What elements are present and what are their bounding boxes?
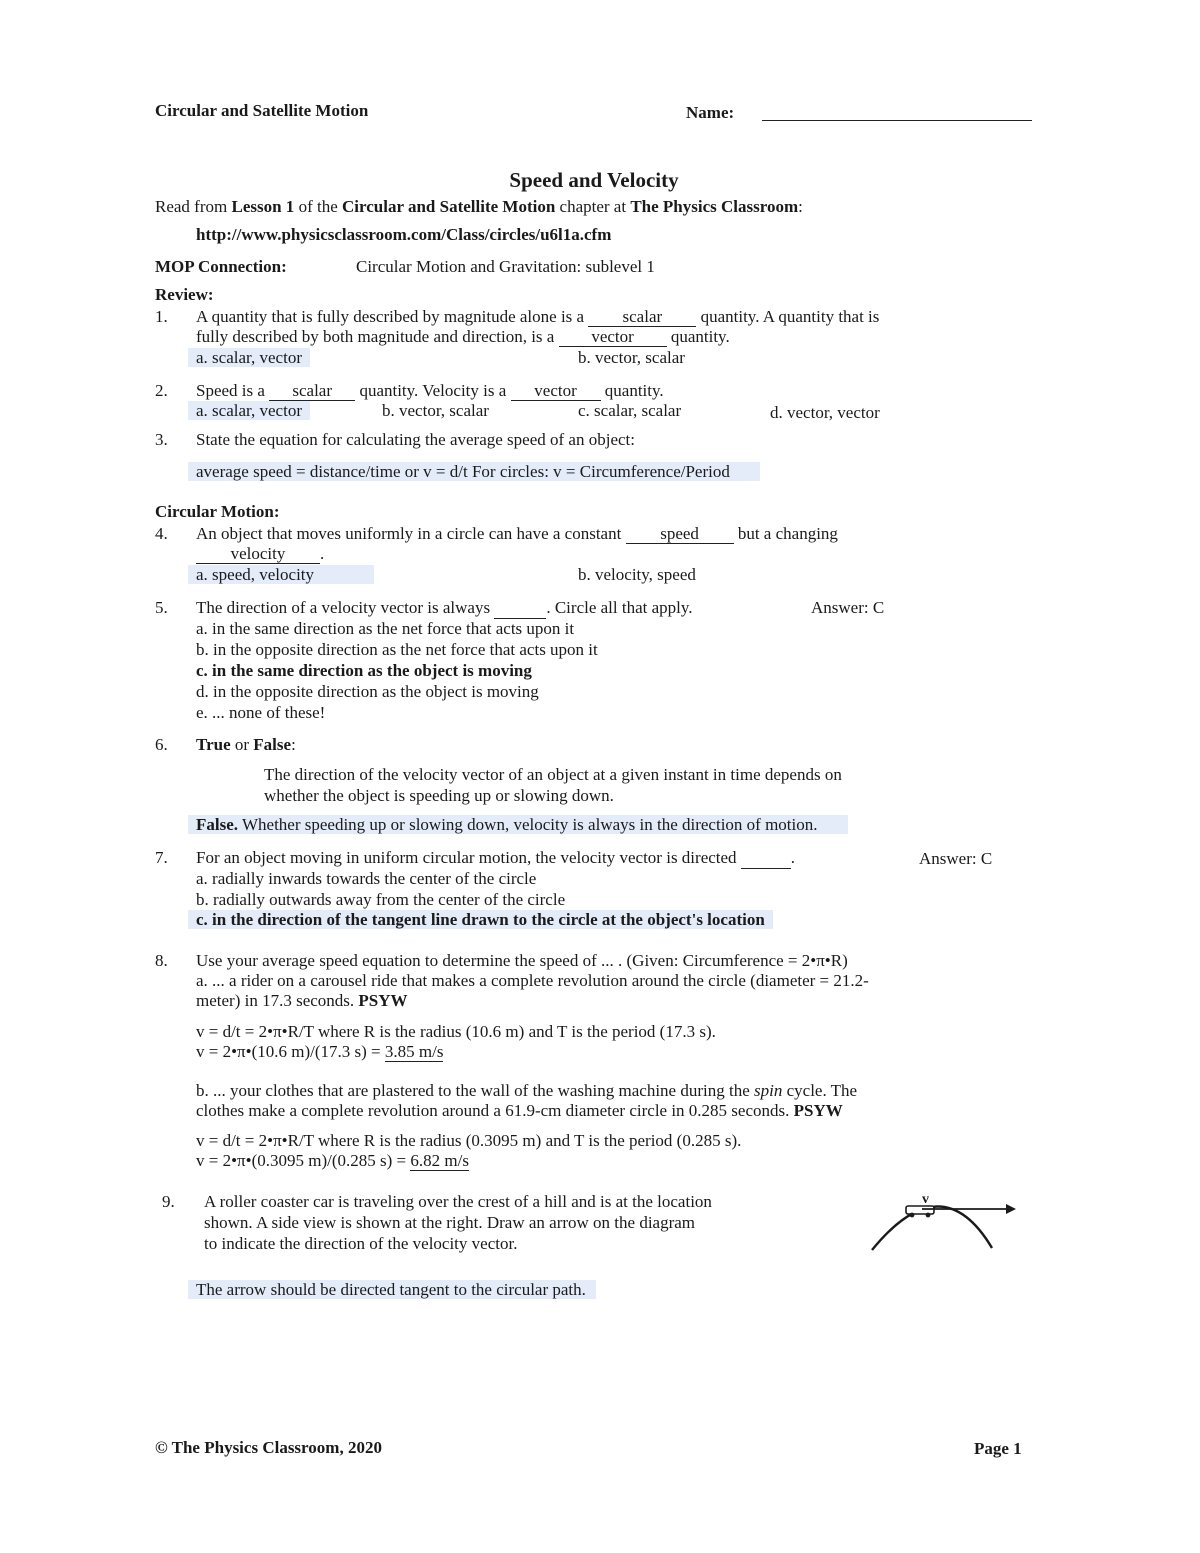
q5-answer: Answer: C (811, 598, 885, 617)
q6-number: 6. (155, 735, 168, 754)
q4-option-b[interactable]: b. velocity, speed (578, 565, 696, 584)
circular-motion-heading: Circular Motion: (155, 502, 280, 521)
velocity-label: v (922, 1192, 929, 1207)
q8a-work-line1: v = d/t = 2•π•R/T where R is the radius (10.6 m) and T is the period (17.3 s). (196, 1022, 716, 1041)
q4-blank2[interactable]: velocity (196, 545, 320, 564)
q6-statement-line1: The direction of the velocity vector of an object at a given instant in time depends on (264, 765, 842, 784)
q4-line1: An object that moves uniformly in a circle can have a constant speed but a changing (196, 524, 838, 543)
car-wheel-rear (926, 1213, 931, 1218)
copyright: © The Physics Classroom, 2020 (155, 1438, 382, 1457)
q4-number: 4. (155, 524, 168, 543)
q1-option-b[interactable]: b. vector, scalar (578, 348, 685, 367)
q5-option-d[interactable]: d. in the opposite direction as the object is moving (196, 682, 539, 701)
q5-question: The direction of a velocity vector is always . Circle all that apply. (196, 598, 693, 617)
q9-line3: to indicate the direction of the velocity vector. (204, 1234, 518, 1253)
review-heading: Review: (155, 285, 214, 304)
q8b-work-line1: v = d/t = 2•π•R/T where R is the radius (0.3095 m) and T is the period (0.285 s). (196, 1131, 742, 1150)
q7-number: 7. (155, 848, 168, 867)
q8b-line1: b. ... your clothes that are plastered to the wall of the washing machine during the spin cycle. The (196, 1081, 858, 1100)
q6-prompt: True or False: (196, 735, 296, 754)
reading-instruction: Read from Lesson 1 of the Circular and Satellite Motion chapter at The Physics Classroom: (155, 197, 803, 216)
q1-option-a[interactable]: a. scalar, vector (196, 347, 310, 368)
q8b-line2: clothes make a complete revolution around a 61.9-cm diameter circle in 0.285 seconds. PSYW (196, 1101, 843, 1120)
q9-answer: The arrow should be directed tangent to the circular path. (196, 1279, 596, 1300)
q2-option-d[interactable]: d. vector, vector (770, 403, 880, 422)
q9-number: 9. (162, 1192, 175, 1211)
q2-option-a[interactable]: a. scalar, vector (196, 400, 310, 421)
q8a-work-line2: v = 2•π•(10.6 m)/(17.3 s) = 3.85 m/s (196, 1042, 444, 1061)
q8-intro: Use your average speed equation to determine the speed of ... . (Given: Circumference = 2•π•R) (196, 951, 848, 970)
q9-line2: shown. A side view is shown at the right. Draw an arrow on the diagram (204, 1213, 696, 1232)
course-title: Circular and Satellite Motion (155, 101, 369, 120)
q1-blank1[interactable]: scalar (588, 308, 696, 327)
mop-value: Circular Motion and Gravitation: sublevel 1 (356, 257, 655, 276)
roller-coaster-diagram[interactable] (860, 1182, 1030, 1262)
q7-blank[interactable] (741, 847, 791, 869)
lesson-url[interactable]: http://www.physicsclassroom.com/Class/circles/u6l1a.cfm (196, 225, 612, 244)
coaster-car (906, 1206, 934, 1214)
q5-option-c[interactable]: c. in the same direction as the object is moving (196, 661, 532, 680)
q4-line2: velocity . (196, 543, 324, 564)
q8a-answer: 3.85 m/s (384, 1042, 444, 1061)
q9-line1: A roller coaster car is traveling over the crest of a hill and is at the location (204, 1192, 712, 1211)
q4-blank1[interactable]: speed (626, 525, 734, 544)
q2-question: Speed is a scalar quantity. Velocity is a vector quantity. (196, 381, 664, 400)
q8a-line1: a. ... a rider on a carousel ride that makes a complete revolution around the circle (diameter = 21.2- (196, 971, 869, 990)
car-wheel-front (910, 1213, 915, 1218)
q1-number: 1. (155, 307, 168, 326)
q1-blank2[interactable]: vector (559, 328, 667, 347)
mop-label: MOP Connection: (155, 257, 287, 276)
q1-line2: fully described by both magnitude and direction, is a vector quantity. (196, 327, 730, 346)
page-number: Page 1 (974, 1439, 1022, 1458)
q2-option-c[interactable]: c. scalar, scalar (578, 401, 682, 420)
q2-option-b[interactable]: b. vector, scalar (382, 401, 489, 420)
q3-question: State the equation for calculating the average speed of an object: (196, 430, 635, 449)
velocity-arrow-head (1006, 1204, 1016, 1214)
q5-blank[interactable] (494, 597, 546, 619)
name-label: Name: (686, 103, 735, 122)
q6-answer: False. Whether speeding up or slowing down, velocity is always in the direction of motion. (196, 814, 848, 835)
q7-question: For an object moving in uniform circular motion, the velocity vector is directed . (196, 848, 796, 867)
q8a-psyw: PSYW (358, 991, 408, 1010)
q5-option-b[interactable]: b. in the opposite direction as the net force that acts upon it (196, 640, 598, 659)
q7-answer: Answer: C (919, 849, 993, 868)
q8b-work-line2: v = 2•π•(0.3095 m)/(0.285 s) = 6.82 m/s (196, 1151, 469, 1170)
q2-blank2[interactable]: vector (511, 382, 601, 401)
q5-number: 5. (155, 598, 168, 617)
q6-statement-line2: whether the object is speeding up or slowing down. (264, 786, 614, 805)
q4-option-a[interactable]: a. speed, velocity (196, 564, 374, 585)
q1-line1: A quantity that is fully described by magnitude alone is a scalar quantity. A quantity that is (196, 307, 880, 326)
q5-option-a[interactable]: a. in the same direction as the net force that acts upon it (196, 619, 575, 638)
q8-number: 8. (155, 951, 168, 970)
q7-option-c[interactable]: c. in the direction of the tangent line drawn to the circle at the object's location (196, 909, 773, 930)
q2-number: 2. (155, 381, 168, 400)
q8b-psyw: PSYW (793, 1101, 843, 1120)
page-title: Speed and Velocity (509, 168, 679, 192)
name-field-line[interactable] (762, 120, 1032, 121)
q7-option-a[interactable]: a. radially inwards towards the center of the circle (196, 869, 537, 888)
q2-blank1[interactable]: scalar (269, 382, 355, 401)
q3-number: 3. (155, 430, 168, 449)
q7-option-b[interactable]: b. radially outwards away from the center of the circle (196, 890, 566, 909)
q8b-answer: 6.82 m/s (410, 1151, 469, 1170)
q8a-line2: meter) in 17.3 seconds. PSYW (196, 991, 408, 1010)
q3-answer: average speed = distance/time or v = d/t For circles: v = Circumference/Period (196, 461, 760, 482)
q5-option-e[interactable]: e. ... none of these! (196, 703, 326, 722)
